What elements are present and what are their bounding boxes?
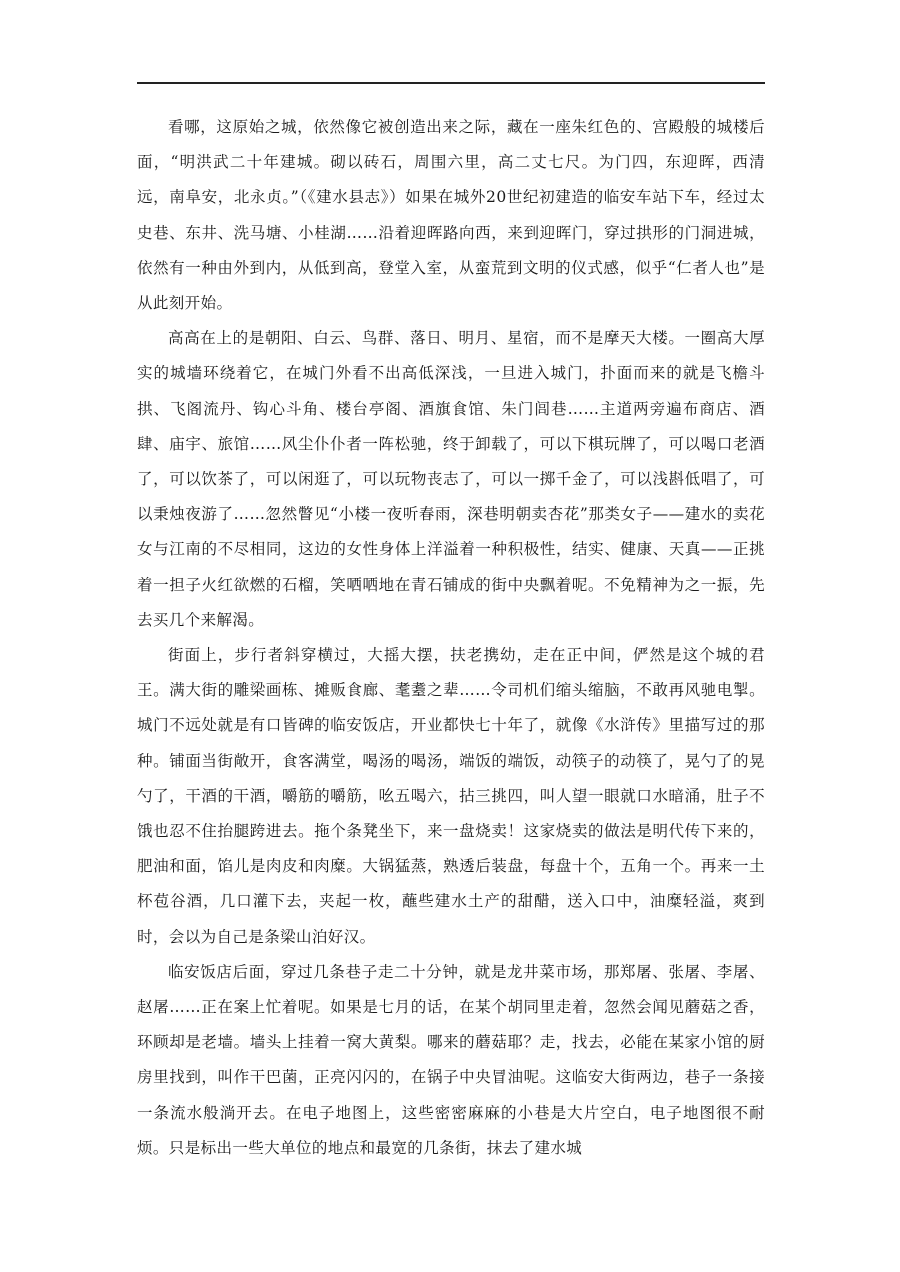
paragraph-3: 街面上，步行者斜穿横过，大摇大摆，扶老携幼，走在正中间，俨然是这个城的君王。满大街的雕梁画栋、摊贩食廊、耄耋之辈……令司机们缩头缩脑，不敢再风驰电掣。城门不远处就是有口皆碑的临安饭店，开业都快七十年了，就像《水浒传》里描写过的那种。铺面当街敞开，食客满堂，喝汤的喝汤，端饭的端饭，动筷子的动筷了，晃勺了的晃勺了，干酒的干酒，嚼筋的嚼筋，吆五喝六，拈三挑四，叫人望一眼就口水暗涌，肚子不饿也忍不住抬腿跨进去。拖个条凳坐下，来一盘烧卖！这家烧卖的做法是明代传下来的，肥油和面，馅儿是肉皮和肉糜。大锅猛蒸，熟透后装盘，每盘十个，五角一个。再来一土杯苞谷酒，几口灌下去，夹起一枚，蘸些建水土产的甜醋，送入口中，油糜轻溢，爽到时，会以为自己是条梁山泊好汉。 — [137, 646, 765, 946]
article-body — [137, 110, 765, 1166]
header-rule — [137, 82, 765, 84]
paragraph-4: 临安饭店后面，穿过几条巷子走二十分钟，就是龙井菜市场，那郑屠、张屠、李屠、赵屠……正在案上忙着呢。如果是七月的话，在某个胡同里走着，忽然会闻见蘑菇之香，环顾却是老墙。墙头上挂着一窝大黄梨。哪来的蘑菇耶？走，找去，必能在某家小馆的厨房里找到，叫作干巴菌，正亮闪闪的，在锅子中央冒油呢。这临安大街两边，巷子一条接一条流水般淌开去。在电子地图上，这些密密麻麻的小巷是大片空白，电子地图很不耐烦。只是标出一些大单位的地点和最宽的几条街，抹去了建水城 — [137, 962, 765, 1157]
paragraph-1: 看哪，这原始之城，依然像它被创造出来之际，藏在一座朱红色的、宫殿般的城楼后面，“明洪武二十年建城。砌以砖石，周围六里，高二丈七尺。为门四，东迎晖，西清远，南阜安，北永贞。”（《建水县志》）如果在城外20世纪初建造的临安车站下车，经过太史巷、东井、洗马塘、小桂湖……沿着迎晖路向西，来到迎晖门，穿过拱形的门洞进城，依然有一种由外到内，从低到高，登堂入室，从蛮荒到文明的仪式感，似乎“仁者人也”是从此刻开始。 — [137, 118, 765, 313]
paragraph-2: 高高在上的是朝阳、白云、鸟群、落日、明月、星宿，而不是摩天大楼。一圈高大厚实的城墙环绕着它，在城门外看不出高低深浅，一旦进入城门，扑面而来的就是飞檐斗拱、飞阁流丹、钩心斗角、楼台亭阁、酒旗食馆、朱门闾巷……主道两旁遍布商店、酒肆、庙宇、旅馆……风尘仆仆者一阵松驰，终于卸载了，可以下棋玩牌了，可以喝口老酒了，可以饮茶了，可以闲逛了，可以玩物丧志了，可以一掷千金了，可以浅斟低唱了，可以秉烛夜游了……忽然瞥见“小楼一夜听春雨，深巷明朝卖杏花”那类女子——建水的卖花女与江南的不尽相同，这边的女性身体上洋溢着一种积极性，结实、健康、天真——正挑着一担子火红欲燃的石榴，笑哂哂地在青石铺成的街中央飘着呢。不免精神为之一振，先去买几个来解渴。 — [137, 329, 765, 629]
